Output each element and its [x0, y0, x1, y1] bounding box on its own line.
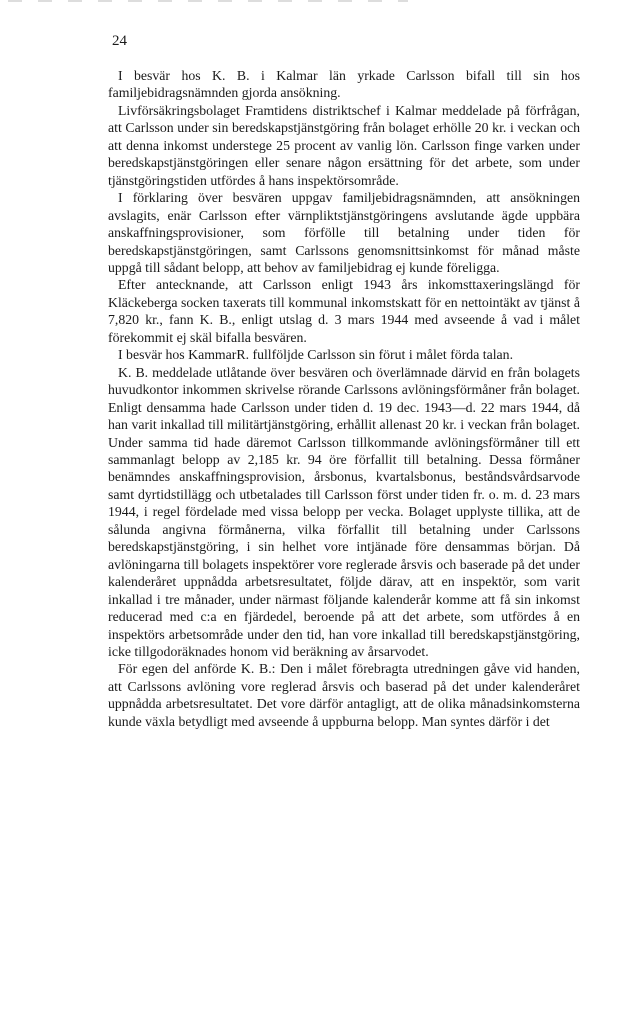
body-text	[108, 67, 580, 730]
paragraph: I förklaring över besvären uppgav familjebidragsnämnden, att ansökningen avslagits, enär Carlsson efter värnpliktstjänstgöringens avslutande ägde uppbära anskaffningsprovisioner, som förfölle till betalning under tiden för beredskapstjänstgöringen, samt Carlssons genomsnittsinkomst för månad måste uppgå till sådant belopp, att behov av familjebidrag ej kunde föreligga.	[108, 190, 580, 275]
paragraph: För egen del anförde K. B.: Den i målet förebragta utredningen gåve vid handen, att Carlssons avlöning vore reglerad årsvis och baserad på det under kalenderåret uppnådda arbetsresultatet. Det vore därför antagligt, att de olika månadsinkomsterna kunde växla betydligt med avseende å uppburna belopp. Man syntes därför i det	[108, 661, 580, 729]
page-number: 24	[112, 33, 127, 49]
paragraph: I besvär hos KammarR. fullföljde Carlsson sin förut i målet förda talan.	[118, 347, 514, 363]
paragraph: Livförsäkringsbolaget Framtidens distriktschef i Kalmar meddelade på förfrågan, att Carlsson under sin beredskapstjänstgöring från bolaget erhölle 20 kr. i veckan och att denna inkomst understege 25 procent av vanlig lön. Carlsson finge varken under beredskapstjänstgöringen eller senare någon ersättning för det arbete, som under tjänstgöringstiden utfördes å hans inspektörsområde.	[108, 102, 580, 188]
paragraph: I besvär hos K. B. i Kalmar län yrkade Carlsson bifall till sin hos familjebidragsnämnden gjorda ansökning.	[108, 68, 580, 101]
paragraph: Efter antecknande, att Carlsson enligt 1943 års inkomsttaxeringslängd för Kläckeberga socken taxerats till kommunal inkomstskatt för en nettointäkt av tjänst å 7,820 kr., fann K. B., enligt utslag d. 3 mars 1944 med avseende å vad i målet förekommit ej skäl bifalla besvären.	[108, 277, 580, 345]
paragraph: K. B. meddelade utlåtande över besvären och överlämnade därvid en från bolagets huvudkontor inkommen skrivelse rörande Carlssons avlöningsförmåner från bolaget. Enligt densamma hade Carlsson under tiden d. 19 dec. 1943—d. 22 mars 1944, då han varit inkallad till militärtjänstgöring, erhållit allenast 20 kr. i veckan från bolaget. Under samma tid hade däremot Carlsson tillkommande avlöningsförmåner till ett sammanlagt belopp av 2,185 kr. 94 öre förfallit till betalning. Dessa förmåner benämndes anskaffningsprovision, årsbonus, kvartalsbonus, beståndsvårdsarvode samt dyrtidstillägg och utbetalades till Carlsson först under tiden fr. o. m. d. 23 mars 1944, i regel fördelade med vissa belopp per vecka. Bolaget upplyste tillika, att de sålunda angivna förmånerna, vilka förfallit till betalning under Carlssons beredskapstjänstgöring, i sin helhet vore intjänade före densammas början. Då avlöningarna till bolagets inspektörer vore reglerade årsvis och baserade på det under kalenderåret uppnådda arbetsresultatet, följde därav, att en inspektör, som varit inkallad i tre månader, under närmast följande kalenderår komme att få sin inkomst reducerad med c:a en fjärdedel, beroende på att det arbete, som utfördes å en inspektörs arbetsområde under den tid, han vore inkallad till beredskapstjänstgöring, icke tillgodoräknades honom vid beräkning av årsarvodet.	[108, 364, 580, 659]
scan-header-marks	[8, 0, 408, 6]
